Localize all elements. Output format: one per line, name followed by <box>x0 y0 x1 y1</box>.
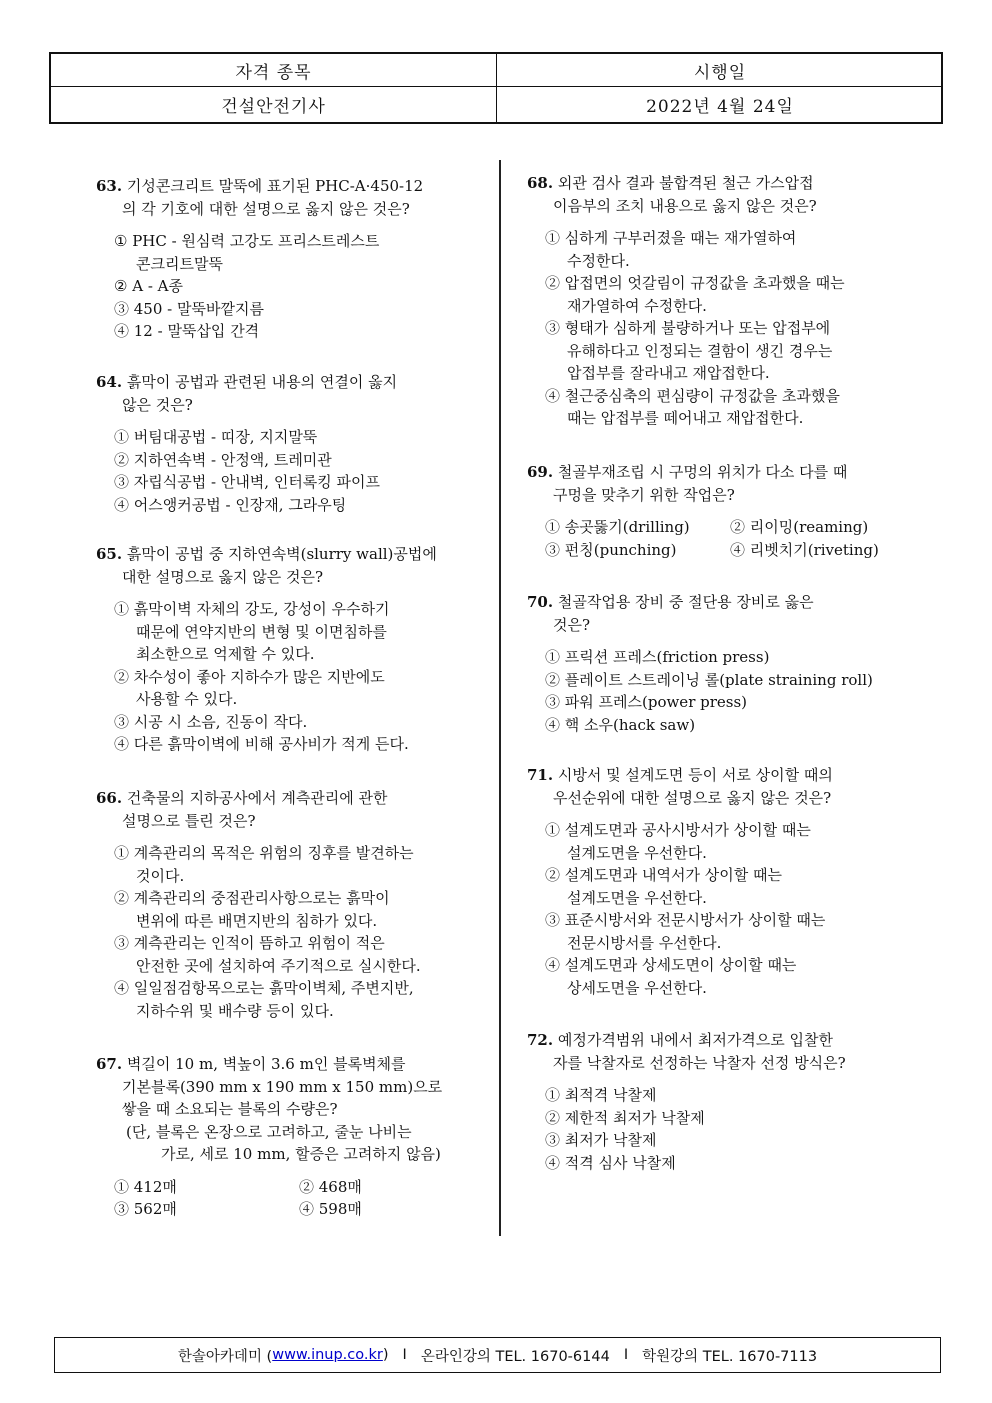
option-2: ② 지하연속벽 - 안정액, 트레미관 <box>114 450 332 469</box>
footer-online-phone: 온라인강의 TEL. 1670-6144 <box>420 1348 610 1365</box>
option-1-cont: 콘크리트말뚝 <box>136 254 223 273</box>
option-2-cont: 사용할 수 있다. <box>136 690 238 708</box>
option-4: ④ 다른 흙막이벽에 비해 공사비가 적게 든다. <box>114 735 409 753</box>
question-65 <box>96 543 496 756</box>
question-63 <box>96 175 496 343</box>
option-4-cont: 지하수위 및 배수량 등이 있다. <box>136 1001 334 1020</box>
question-66 <box>96 787 496 1022</box>
option-3: ③ 562매 <box>114 1200 177 1218</box>
option-4: ④ 설계도면과 상세도면이 상이할 때는 <box>545 956 797 974</box>
exam-header-table <box>49 52 943 124</box>
question-number: 64. <box>96 373 123 391</box>
question-text: 대한 설명으로 옳지 않은 것은? <box>122 567 323 586</box>
option-1: ① 최적격 낙찰제 <box>545 1086 657 1104</box>
date-column-label: 시행일 <box>497 54 943 87</box>
option-2: ② 제한적 최저가 낙찰제 <box>545 1108 705 1127</box>
option-2: ② A - A종 <box>114 277 183 295</box>
footer-brand: 한솔아카데미 ( <box>177 1348 273 1365</box>
question-text: 흙막이 공법과 관련된 내용의 연결이 옳지 <box>126 373 398 391</box>
question-text: 설명으로 틀린 것은? <box>122 811 256 830</box>
option-1: ① 설계도면과 공사시방서가 상이할 때는 <box>545 821 811 839</box>
footer-separator: I <box>623 1347 629 1363</box>
question-text: 것은? <box>553 615 591 634</box>
option-1: ① 프릭션 프레스(friction press) <box>545 648 770 666</box>
question-64 <box>96 371 496 516</box>
page-footer <box>54 1337 941 1373</box>
option-4: ④ 리벳치기(riveting) <box>730 540 879 559</box>
question-text: 철골작업용 장비 중 절단용 장비로 옳은 <box>557 593 814 611</box>
option-1: ① 버팀대공법 - 띠장, 지지말뚝 <box>114 428 318 446</box>
option-4: ④ 12 - 말뚝삽입 간격 <box>114 322 260 340</box>
option-4: ④ 598매 <box>299 1200 362 1218</box>
option-4: ④ 철근중심축의 편심량이 규정값을 초과했을 <box>545 386 840 405</box>
question-text: 자를 낙찰자로 선정하는 낙찰자 선정 방식은? <box>553 1053 846 1072</box>
option-1: ① 흙막이벽 자체의 강도, 강성이 우수하기 <box>114 600 390 618</box>
question-70 <box>527 591 922 736</box>
option-3-cont: 압접부를 잘라내고 재압접한다. <box>567 364 770 382</box>
option-2-cont: 변위에 따른 배면지반의 침하가 있다. <box>136 911 378 930</box>
option-4: ④ 핵 소우(hack saw) <box>545 715 696 734</box>
question-67 <box>96 1053 496 1221</box>
footer-website-link[interactable]: www.inup.co.kr <box>272 1347 383 1363</box>
option-1-cont: 것이다. <box>136 866 185 885</box>
option-3: ③ 파워 프레스(power press) <box>545 693 748 711</box>
question-71 <box>527 764 922 999</box>
question-text: 건축물의 지하공사에서 계측관리에 관한 <box>126 789 388 807</box>
question-69 <box>527 461 922 561</box>
question-text: 우선순위에 대한 설명으로 옳지 않은 것은? <box>553 788 832 807</box>
question-text: 외관 검사 결과 불합격된 철근 가스압접 <box>557 174 814 192</box>
option-3: ③ 표준시방서와 전문시방서가 상이할 때는 <box>545 911 826 929</box>
option-1-cont: 때문에 연약지반의 변형 및 이면침하를 <box>136 622 387 641</box>
question-number: 67. <box>96 1055 123 1073</box>
question-note: (단, 블록은 온장으로 고려하고, 줄눈 나비는 <box>126 1122 412 1141</box>
question-text: 기본블록(390 mm x 190 mm x 150 mm)으로 <box>122 1077 443 1096</box>
question-text: 구멍을 맞추기 위한 작업은? <box>553 485 735 504</box>
question-text: 시방서 및 설계도면 등이 서로 상이할 때의 <box>557 766 833 784</box>
question-number: 72. <box>527 1031 554 1049</box>
option-4-cont: 상세도면을 우선한다. <box>567 978 707 997</box>
option-1: ① PHC - 원심력 고강도 프리스트레스트 <box>114 232 380 250</box>
option-1: ① 심하게 구부러졌을 때는 재가열하여 <box>545 229 797 247</box>
option-2: ② 468매 <box>299 1177 362 1196</box>
option-2: ② 압접면의 엇갈림이 규정값을 초과했을 때는 <box>545 274 845 292</box>
option-3-cont: 안전한 곳에 설치하여 주기적으로 실시한다. <box>136 956 421 975</box>
question-number: 66. <box>96 789 123 807</box>
question-text: 예정가격범위 내에서 최저가격으로 입찰한 <box>557 1031 834 1049</box>
question-number: 63. <box>96 177 123 195</box>
option-3: ③ 450 - 말뚝바깥지름 <box>114 299 264 318</box>
option-2: ② 설계도면과 내역서가 상이할 때는 <box>545 866 782 884</box>
question-72 <box>527 1029 922 1174</box>
question-note: 가로, 세로 10 mm, 할증은 고려하지 않음) <box>161 1145 441 1163</box>
exam-subject: 건설안전기사 <box>51 87 497 122</box>
question-text: 철골부재조립 시 구멍의 위치가 다소 다를 때 <box>557 463 848 481</box>
question-number: 69. <box>527 463 554 481</box>
exam-date: 2022년 4월 24일 <box>646 97 794 117</box>
question-text: 않은 것은? <box>122 395 193 414</box>
question-number: 70. <box>527 593 554 611</box>
footer-offline-phone: 학원강의 TEL. 1670-7113 <box>642 1348 818 1365</box>
option-3: ③ 최저가 낙찰제 <box>545 1131 657 1149</box>
option-4-cont: 때는 압접부를 떼어내고 재압접한다. <box>567 409 804 427</box>
option-4: ④ 어스앵커공법 - 인장재, 그라우팅 <box>114 495 347 514</box>
option-2: ② 차수성이 좋아 지하수가 많은 지반에도 <box>114 667 385 686</box>
option-3: ③ 자립식공법 - 안내벽, 인터록킹 파이프 <box>114 473 381 491</box>
question-number: 65. <box>96 545 123 563</box>
option-1: ① 계측관리의 목적은 위험의 징후를 발견하는 <box>114 844 414 862</box>
question-text: 흙막이 공법 중 지하연속벽(slurry wall)공법에 <box>126 545 437 563</box>
question-text: 의 각 기호에 대한 설명으로 옳지 않은 것은? <box>122 199 410 218</box>
question-68 <box>527 172 922 430</box>
option-4: ④ 일일점검항목으로는 흙막이벽체, 주변지반, <box>114 979 414 997</box>
footer-separator: I <box>402 1347 407 1363</box>
subject-column-label: 자격 종목 <box>51 54 497 87</box>
option-3: ③ 펀칭(punching) <box>545 540 677 559</box>
question-number: 68. <box>527 174 554 192</box>
option-3: ③ 형태가 심하게 불량하거나 또는 압접부에 <box>545 319 831 337</box>
option-2: ② 플레이트 스트레이닝 롤(plate straining roll) <box>545 670 873 689</box>
question-number: 71. <box>527 766 554 784</box>
question-text: 쌓을 때 소요되는 블록의 수량은? <box>122 1100 338 1118</box>
question-text: 기성콘크리트 말뚝에 표기된 PHC-A·450-12 <box>126 177 424 195</box>
option-3-cont: 유해하다고 인정되는 결함이 생긴 경우는 <box>567 341 833 360</box>
question-text: 벽길이 10 m, 벽높이 3.6 m인 블록벽체를 <box>126 1055 406 1073</box>
footer-brand-end: ) <box>382 1347 389 1363</box>
option-3: ③ 시공 시 소음, 진동이 작다. <box>114 712 308 731</box>
option-3-cont: 전문시방서를 우선한다. <box>567 933 722 952</box>
option-2-cont: 재가열하여 수정한다. <box>567 296 707 315</box>
question-text: 이음부의 조치 내용으로 옳지 않은 것은? <box>553 196 817 215</box>
option-1-cont: 최소한으로 억제할 수 있다. <box>136 645 315 663</box>
option-1: ① 412매 <box>114 1177 177 1196</box>
option-1-cont: 수정한다. <box>567 251 630 270</box>
option-2: ② 계측관리의 중점관리사항으로는 흙막이 <box>114 889 390 907</box>
option-3: ③ 계측관리는 인적이 뜸하고 위험이 적은 <box>114 934 385 952</box>
column-divider <box>499 160 501 1236</box>
option-2-cont: 설계도면을 우선한다. <box>567 888 707 907</box>
option-4: ④ 적격 심사 낙찰제 <box>545 1153 676 1172</box>
option-1-cont: 설계도면을 우선한다. <box>567 843 707 862</box>
option-2: ② 리이밍(reaming) <box>730 518 869 536</box>
option-1: ① 송곳뚫기(drilling) <box>545 518 690 536</box>
